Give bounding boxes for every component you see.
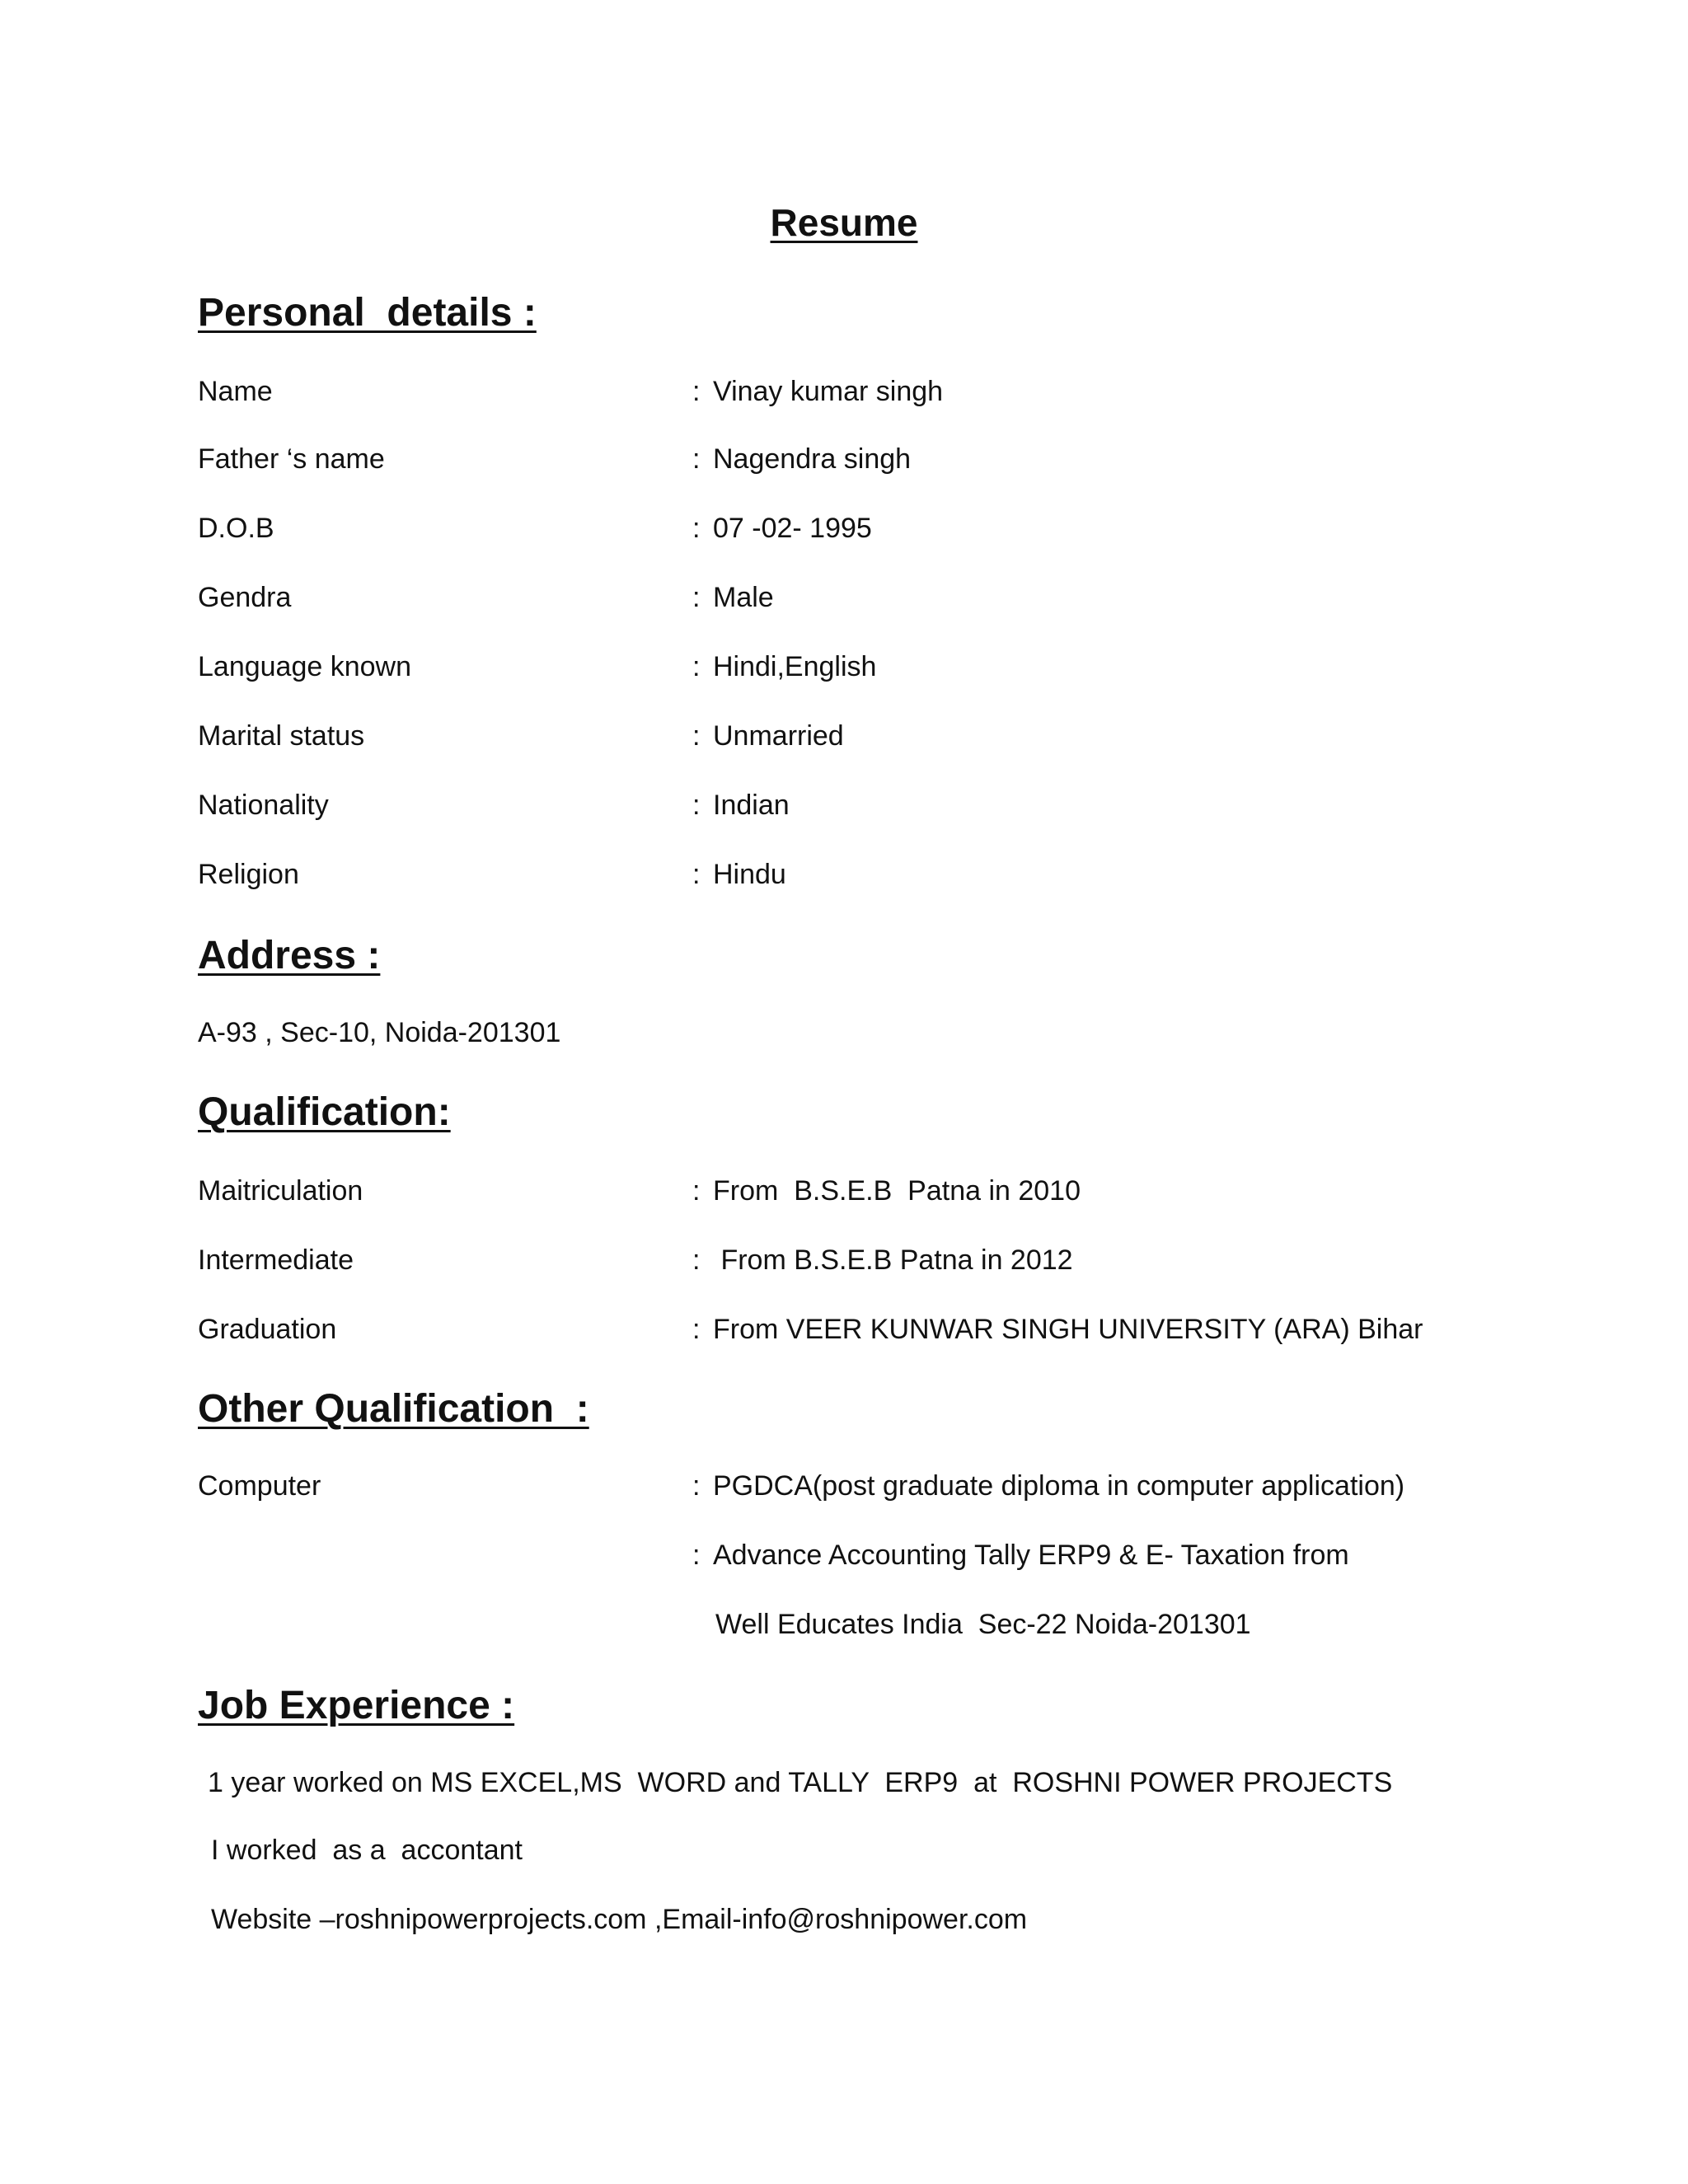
qualification-separator: : bbox=[692, 1314, 701, 1345]
other-qualification-heading: Other Qualification : bbox=[198, 1387, 589, 1431]
qualification-heading: Qualification: bbox=[198, 1090, 451, 1134]
qualification-separator: : bbox=[692, 1175, 701, 1207]
detail-separator: : bbox=[692, 376, 701, 407]
job-experience-line: 1 year worked on MS EXCEL,MS WORD and TALLY ERP9 at ROSHNI POWER PROJECTS bbox=[208, 1767, 1393, 1798]
detail-value: Hindu bbox=[713, 859, 786, 890]
detail-label: Gendra bbox=[198, 582, 292, 613]
qualification-value: From VEER KUNWAR SINGH UNIVERSITY (ARA) Bihar bbox=[713, 1314, 1423, 1345]
qualification-value: From B.S.E.B Patna in 2010 bbox=[713, 1175, 1081, 1207]
detail-separator: : bbox=[692, 443, 701, 475]
detail-separator: : bbox=[692, 582, 701, 613]
detail-separator: : bbox=[692, 720, 701, 752]
other-qualification-separator: : bbox=[692, 1470, 701, 1502]
detail-row-father-name bbox=[198, 438, 912, 480]
detail-value: Unmarried bbox=[713, 720, 844, 752]
document-title bbox=[0, 198, 1688, 247]
qualification-label: Maitriculation bbox=[198, 1175, 363, 1207]
document-title-text: Resume bbox=[770, 201, 918, 244]
detail-value: 07 -02- 1995 bbox=[713, 513, 872, 544]
detail-row-language bbox=[198, 646, 877, 687]
detail-label: D.O.B bbox=[198, 513, 274, 544]
detail-separator: : bbox=[692, 651, 701, 682]
detail-row-gender bbox=[198, 577, 774, 618]
job-experience-contact: Website –roshnipowerprojects.com ,Email-info@roshnipower.com bbox=[211, 1904, 1028, 1935]
qualification-separator: : bbox=[692, 1244, 701, 1276]
job-experience-heading: Job Experience : bbox=[198, 1684, 515, 1727]
other-qualification-value: PGDCA(post graduate diploma in computer application) bbox=[713, 1470, 1405, 1502]
detail-row-marital-status bbox=[198, 715, 844, 757]
other-qualification-label: Computer bbox=[198, 1470, 321, 1502]
other-qualification-separator: : bbox=[692, 1540, 701, 1571]
qualification-label: Intermediate bbox=[198, 1244, 354, 1276]
detail-row-religion bbox=[198, 854, 786, 895]
detail-label: Religion bbox=[198, 859, 299, 890]
detail-value: Nagendra singh bbox=[713, 443, 912, 475]
detail-separator: : bbox=[692, 513, 701, 544]
qualification-row-matriculation bbox=[198, 1170, 1081, 1212]
detail-label: Name bbox=[198, 376, 273, 407]
detail-row-name bbox=[198, 371, 944, 412]
qualification-label: Graduation bbox=[198, 1314, 337, 1345]
other-qualification-row-computer bbox=[198, 1465, 1405, 1507]
qualification-row-graduation bbox=[198, 1309, 1423, 1350]
address-heading: Address : bbox=[198, 934, 381, 977]
detail-value: Hindi,English bbox=[713, 651, 877, 682]
other-qualification-row-accounting bbox=[198, 1535, 1349, 1576]
detail-value: Vinay kumar singh bbox=[713, 376, 944, 407]
detail-label: Language known bbox=[198, 651, 412, 682]
other-qualification-value: Advance Accounting Tally ERP9 & E- Taxation from bbox=[713, 1540, 1349, 1571]
detail-row-nationality bbox=[198, 785, 790, 826]
qualification-row-intermediate bbox=[198, 1240, 1073, 1281]
detail-label: Father ‘s name bbox=[198, 443, 385, 475]
detail-value: Indian bbox=[713, 790, 790, 821]
detail-value: Male bbox=[713, 582, 774, 613]
detail-label: Marital status bbox=[198, 720, 365, 752]
address-text: A-93 , Sec-10, Noida-201301 bbox=[198, 1017, 561, 1048]
detail-row-dob bbox=[198, 508, 872, 549]
personal-details-heading: Personal details : bbox=[198, 291, 537, 335]
qualification-value: From B.S.E.B Patna in 2012 bbox=[713, 1244, 1073, 1276]
other-qualification-row-institute bbox=[198, 1604, 1251, 1645]
detail-label: Nationality bbox=[198, 790, 329, 821]
other-qualification-value: Well Educates India Sec-22 Noida-201301 bbox=[715, 1609, 1251, 1640]
detail-separator: : bbox=[692, 859, 701, 890]
detail-separator: : bbox=[692, 790, 701, 821]
job-experience-line: I worked as a accontant bbox=[211, 1835, 523, 1866]
